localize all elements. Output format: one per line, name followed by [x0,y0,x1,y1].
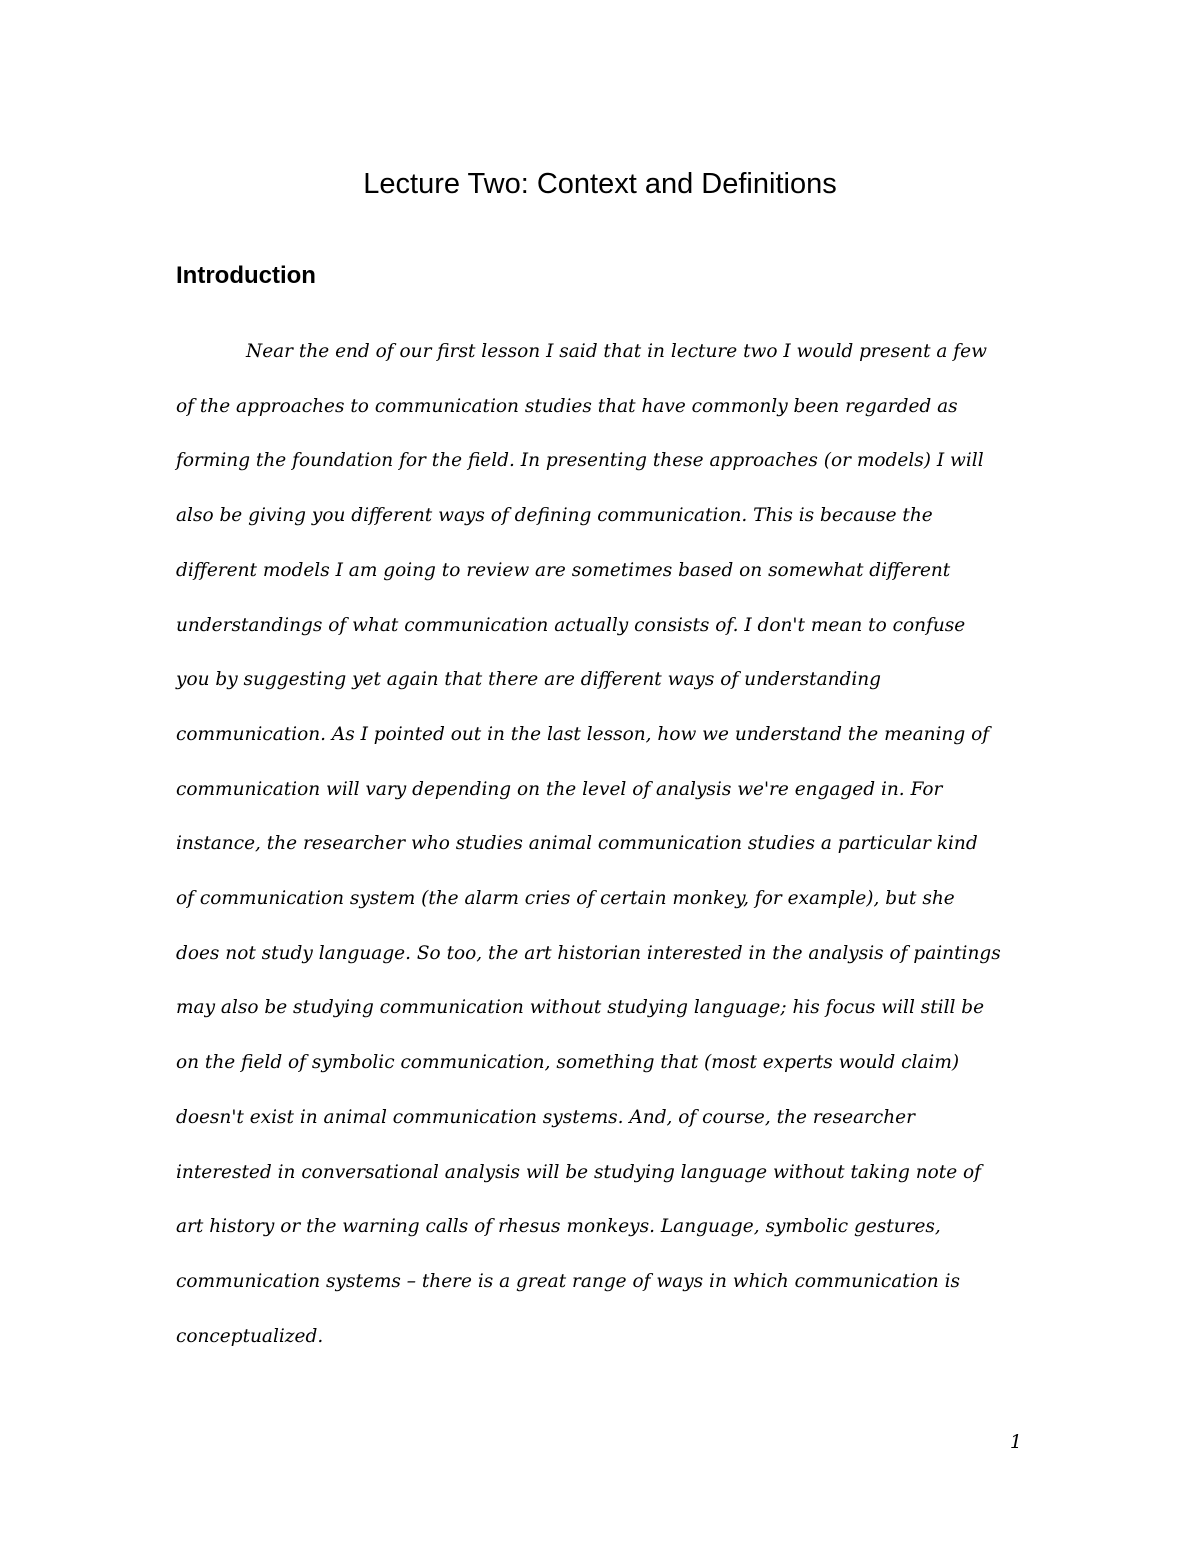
paragraph-line: communication systems – there is a great range of ways in which communication is [176,1270,960,1292]
paragraph-line: conceptualized. [176,1325,324,1347]
paragraph-line: also be giving you different ways of defining communication. This is because the [176,505,933,527]
paragraph-line: interested in conversational analysis will be studying language without taking note of [176,1161,982,1183]
paragraph-line: doesn't exist in animal communication systems. And, of course, the researcher [176,1106,915,1128]
paragraph-line: you by suggesting yet again that there are different ways of understanding [176,669,882,691]
paragraph-line: Near the end of our first lesson I said that in lecture two I would present a few [246,341,987,362]
paragraph-line: art history or the warning calls of rhesus monkeys. Language, symbolic gestures, [176,1216,941,1238]
paragraph-line: of communication system (the alarm cries of certain monkey, for example), but she [176,888,955,910]
body-paragraph [176,325,1076,1364]
paragraph-line: may also be studying communication without studying language; his focus will still be [176,997,985,1019]
paragraph-line: understandings of what communication actually consists of. I don't mean to confuse [176,614,966,636]
document-title: Lecture Two: Context and Definitions [363,168,837,200]
paragraph-line: different models I am going to review are sometimes based on somewhat different [176,559,951,581]
section-heading: Introduction [176,262,316,289]
page-number: 1 [1009,1431,1022,1453]
paragraph-line: communication. As I pointed out in the last lesson, how we understand the meaning of [176,723,990,745]
paragraph-line: of the approaches to communication studies that have commonly been regarded as [176,395,958,417]
paragraph-line: communication will vary depending on the level of analysis we're engaged in. For [176,778,943,800]
paragraph-line: on the field of symbolic communication, something that (most experts would claim) [176,1052,960,1074]
paragraph-line: does not study language. So too, the art historian interested in the analysis of paintings [176,942,1001,964]
paragraph-line: forming the foundation for the field. In presenting these approaches (or models) I will [176,450,984,472]
paragraph-line: instance, the researcher who studies animal communication studies a particular kind [176,833,978,855]
